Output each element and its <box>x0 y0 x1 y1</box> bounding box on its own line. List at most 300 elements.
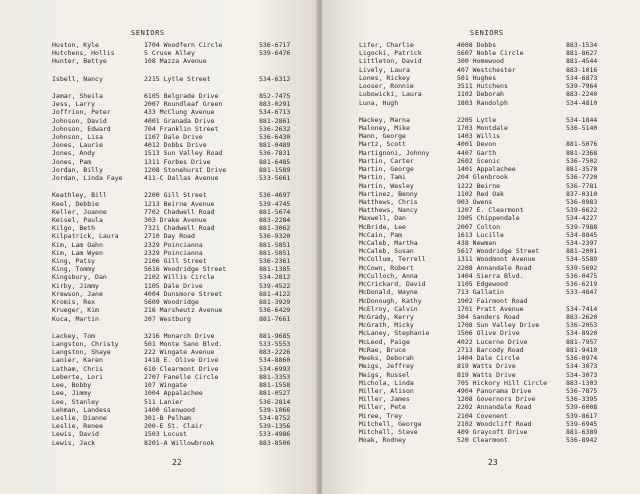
student-name: McRae, Bruce <box>359 345 406 354</box>
student-name: McGrady, Kerry <box>359 313 414 321</box>
phone-number: 881-1385 <box>259 265 291 274</box>
student-name: McDonald, Wayne <box>359 288 418 297</box>
student-name: Kim, Lam Wyen <box>52 248 103 257</box>
student-name: Lee, Jimmy <box>52 389 92 398</box>
directory-entry <box>359 173 606 181</box>
student-name: Martin, Wesley <box>359 181 414 190</box>
directory-entry <box>359 321 606 329</box>
entry-group <box>52 191 299 323</box>
student-name: Ligocki, Patrick <box>359 49 422 58</box>
phone-number: 536-4697 <box>259 191 291 200</box>
right-page <box>322 0 640 494</box>
directory-entry <box>52 406 299 414</box>
street-address: 520 Clearmont <box>457 436 508 445</box>
phone-number: 881-0489 <box>259 141 291 150</box>
directory-entry <box>359 362 606 370</box>
page-number: 23 <box>488 458 498 467</box>
student-name: Jess, Larry <box>52 100 96 109</box>
student-name: Lones, Rickey <box>359 73 410 82</box>
street-address: 409 Graycoft Drive <box>457 428 528 437</box>
street-address: 5616 Woodridge Street <box>144 265 227 274</box>
directory-entry <box>52 430 299 438</box>
street-address: 8201-A Willowbrook <box>144 438 215 447</box>
phone-number: 881-9685 <box>259 331 291 340</box>
phone-number: 881-1589 <box>259 165 291 174</box>
street-address: 1803 Randolph <box>457 98 508 107</box>
directory-entry <box>359 41 606 49</box>
phone-number: 536-6717 <box>259 41 291 49</box>
street-address: 5 Cruse Alley <box>144 49 195 58</box>
phone-number: 881-3353 <box>259 372 291 381</box>
student-name: Jordan, Linda Faye <box>52 174 123 183</box>
student-name: Meigs, Russel <box>359 370 410 379</box>
student-name: McCrickard, David <box>359 280 426 289</box>
street-address: 304 Sanders Road <box>457 313 520 321</box>
phone-number: 539-4745 <box>259 199 291 208</box>
student-name: Lewis, Jack <box>52 438 96 447</box>
phone-number: 534-2397 <box>566 239 598 248</box>
directory-entry <box>359 329 606 337</box>
street-address: 2200 Gill Street <box>144 191 207 200</box>
phone-number: 881-7957 <box>566 337 598 346</box>
student-name: Langston, Shaye <box>52 348 111 357</box>
street-address: 4001 Devon <box>457 140 497 149</box>
street-address: 2205 Lytle <box>457 115 497 124</box>
street-address: 713 Gallatin <box>457 288 504 297</box>
phone-number: 534-1844 <box>566 115 598 124</box>
student-name: Matthews, Nancy <box>359 206 418 215</box>
street-address: 2329 Poincianna <box>144 240 203 249</box>
directory-entry <box>359 338 606 346</box>
phone-number: 883-8506 <box>259 438 291 447</box>
street-address: 501 Hughes <box>457 73 497 82</box>
phone-number: 536-2361 <box>259 257 291 266</box>
phone-number: 536-2632 <box>259 124 291 133</box>
phone-number: 881-4544 <box>566 57 598 66</box>
student-name: Moak, Rodney <box>359 436 406 445</box>
student-name: McCollum, Terrell <box>359 255 426 264</box>
phone-number: 883-0291 <box>259 100 291 109</box>
student-name: Huston, Kyle <box>52 41 99 49</box>
directory-entry <box>52 100 299 108</box>
phone-number: 536-6429 <box>259 306 291 315</box>
phone-number: 539-1356 <box>259 422 291 431</box>
street-address: 4904 Panorama Drive <box>457 386 532 395</box>
student-name: Jamar, Sheila <box>52 91 103 100</box>
street-address: 511 Lanier <box>144 397 184 406</box>
directory-entry <box>359 99 606 107</box>
directory-entry <box>359 116 606 124</box>
street-address: 4012 Dobbs Drive <box>144 141 207 150</box>
phone-number: 539-7988 <box>566 222 598 231</box>
directory-listing <box>52 41 299 456</box>
street-address: 501 Monte Sano Blvd. <box>144 340 223 348</box>
phone-number: 536-9320 <box>259 232 291 241</box>
student-name: King, Patsy <box>52 257 96 266</box>
street-address: 2329 Poincianna <box>144 248 203 257</box>
street-address: 1105 Dale Drive <box>144 281 203 290</box>
street-address: 108 Mazza Avenue <box>144 57 207 66</box>
street-address: 1418 E. Olive Drive <box>144 356 219 365</box>
street-address: 5609 Woodridge <box>144 298 199 307</box>
phone-number: 533-5661 <box>259 174 291 183</box>
street-address: 411-C Dallas Avenue <box>144 174 219 183</box>
directory-entry <box>52 208 299 216</box>
student-name: Kilgo, Beth <box>52 224 96 233</box>
phone-number: 534-5589 <box>566 255 598 264</box>
street-address: 5617 Woodridge Street <box>457 247 540 256</box>
directory-entry <box>359 149 606 157</box>
directory-entry <box>359 66 606 74</box>
directory-entry <box>52 232 299 240</box>
student-name: Keathley, Bill <box>52 191 107 200</box>
street-address: 4004 Dunsmore Street <box>144 289 223 298</box>
street-address: 2215 Lytle Street <box>144 74 211 83</box>
student-name: Maxwell, Dan <box>359 214 406 223</box>
phone-number: 881-3929 <box>259 298 291 307</box>
street-address: 107 Wingate <box>144 381 188 390</box>
phone-number: 883-1534 <box>566 41 598 49</box>
directory-entry <box>52 332 299 340</box>
directory-entry <box>359 231 606 239</box>
phone-number: 881-5076 <box>566 140 598 149</box>
street-address: 1107 Dale Drive <box>144 132 203 141</box>
phone-number: 536-7781 <box>566 181 598 190</box>
directory-entry <box>359 165 606 173</box>
phone-number: 534-6993 <box>259 364 291 373</box>
phone-number: 534-6873 <box>566 73 598 82</box>
street-address: 2106 Gill Street <box>144 257 207 266</box>
student-name: Keisel, Paula <box>52 215 103 224</box>
directory-entry <box>359 264 606 272</box>
directory-entry <box>52 57 299 65</box>
phone-number: 881-8627 <box>566 49 598 58</box>
page-heading: SENIORS <box>470 29 504 37</box>
directory-entry <box>359 124 606 132</box>
directory-entry <box>359 132 606 140</box>
student-name: Lanier, Karen <box>52 356 103 365</box>
phone-number: 881-2001 <box>566 247 598 256</box>
student-name: Littleton, David <box>359 57 422 66</box>
student-name: Jordan, Billy <box>52 165 103 174</box>
student-name: King, Tommy <box>52 265 96 274</box>
street-address: 1703 Montdale <box>457 123 508 132</box>
directory-entry <box>52 398 299 406</box>
student-name: Kilpatrick, Laura <box>52 232 119 241</box>
phone-number: 883-1016 <box>566 65 598 74</box>
phone-number: 539-6476 <box>259 49 291 58</box>
directory-entry <box>359 90 606 98</box>
street-address: 1905 Chippendale <box>457 214 520 223</box>
student-name: Meeks, Deborah <box>359 354 414 363</box>
street-address: 3511 Hutchens <box>457 82 508 91</box>
phone-number: 837-0310 <box>566 189 598 198</box>
directory-entry <box>52 41 299 49</box>
directory-entry <box>52 265 299 273</box>
student-name: Maloney, Mike <box>359 123 410 132</box>
directory-entry <box>359 214 606 222</box>
phone-number: 881-0527 <box>259 389 291 398</box>
directory-entry <box>359 49 606 57</box>
street-address: 1311 Woodmont Avenue <box>457 255 536 264</box>
page-number: 22 <box>172 458 182 467</box>
student-name: Latham, Chris <box>52 364 103 373</box>
directory-entry <box>359 255 606 263</box>
student-name: McLaney, Stephanie <box>359 329 430 338</box>
directory-entry <box>359 288 606 296</box>
directory-entry <box>359 247 606 255</box>
directory-entry <box>52 340 299 348</box>
student-name: Looser, Ronnie <box>359 82 414 91</box>
directory-entry <box>359 57 606 65</box>
student-name: Martignoni, Johnny <box>359 148 430 157</box>
student-name: Keller, Joanne <box>52 207 107 216</box>
phone-number: 881-3578 <box>566 165 598 174</box>
directory-entry <box>52 381 299 389</box>
directory-entry <box>359 436 606 444</box>
student-name: Martz, Scott <box>359 140 406 149</box>
directory-entry <box>359 379 606 387</box>
street-address: 1105 Edgewood <box>457 280 508 289</box>
phone-number: 534-8860 <box>259 356 291 365</box>
phone-number: 539-1066 <box>259 405 291 414</box>
street-address: 1403 Willis <box>457 132 501 141</box>
student-name: McGrath, Micky <box>359 321 414 330</box>
street-address: 1208 Stonehurst Drive <box>144 165 227 174</box>
student-name: Lively, Laura <box>359 65 410 74</box>
street-address: 2710 Day Road <box>144 232 195 241</box>
phone-number: 536-3395 <box>566 395 598 404</box>
street-address: 1401 Appalachee <box>457 165 516 174</box>
street-address: 5607 Noble Circle <box>457 49 524 58</box>
phone-number: 533-5553 <box>259 340 291 348</box>
phone-number: 534-6713 <box>259 108 291 117</box>
student-name: Krewson, Jane <box>52 289 103 298</box>
phone-number: 881-3062 <box>259 224 291 233</box>
phone-number: 881-7661 <box>259 314 291 323</box>
student-name: McCaleb, Martha <box>359 239 418 248</box>
student-name: Martin, George <box>359 165 414 174</box>
student-name: Jones, Laurie <box>52 141 103 150</box>
student-name: Kim, Lam Oahn <box>52 240 103 249</box>
page-heading: SENIORS <box>131 29 165 37</box>
student-name: McCown, Robert <box>359 263 414 272</box>
phone-number: 852-7475 <box>259 91 291 100</box>
directory-entry <box>52 174 299 182</box>
street-address: 704 Franklin Street <box>144 124 219 133</box>
street-address: 6105 Belgrade Drive <box>144 91 219 100</box>
phone-number: 881-5851 <box>259 248 291 257</box>
street-address: 1513 Sun Valley Road <box>144 149 223 158</box>
street-address: 1004 Appalachee <box>144 389 203 398</box>
directory-entry <box>52 191 299 199</box>
street-address: 433 McClung Avenue <box>144 108 215 117</box>
directory-entry <box>359 157 606 165</box>
street-address: 819 Watts Drive <box>457 370 516 379</box>
student-name: Keel, Debbie <box>52 199 99 208</box>
directory-entry <box>359 190 606 198</box>
phone-number: 881-5674 <box>259 207 291 216</box>
phone-number: 534-8920 <box>566 329 598 338</box>
student-name: Isbell, Nancy <box>52 74 103 83</box>
street-address: 610 Clearmont Drive <box>144 364 219 373</box>
entry-group <box>359 41 606 107</box>
directory-entry <box>359 140 606 148</box>
street-address: 1503 Locust <box>144 430 188 439</box>
directory-entry <box>359 198 606 206</box>
directory-entry <box>52 257 299 265</box>
phone-number: 883-2284 <box>259 215 291 224</box>
phone-number: 539-4522 <box>259 281 291 290</box>
directory-entry <box>52 92 299 100</box>
entry-group <box>359 116 606 445</box>
street-address: 301-B Pelham <box>144 413 191 422</box>
student-name: McCulloch, Anna <box>359 271 418 280</box>
phone-number: 534-2812 <box>259 273 291 282</box>
phone-number: 534-4227 <box>566 214 598 223</box>
street-address: 903 Owens <box>457 197 493 206</box>
street-address: 1404 Dale Circle <box>457 354 520 363</box>
street-address: 2202 Annandale Road <box>457 403 532 412</box>
phone-number: 536-7875 <box>566 386 598 395</box>
student-name: Matthews, Chris <box>359 197 418 206</box>
street-address: 2007 Colton <box>457 222 501 231</box>
phone-number: 536-2814 <box>259 397 291 406</box>
street-address: 819 Watts Drive <box>457 362 516 371</box>
student-name: Mitchell, George <box>359 419 422 428</box>
phone-number: 883-2240 <box>566 90 598 99</box>
student-name: Lubowicki, Laura <box>359 90 422 99</box>
directory-entry <box>359 412 606 420</box>
directory-entry <box>359 313 606 321</box>
directory-entry <box>359 206 606 214</box>
student-name: Meigs, Jeffrey <box>359 362 414 371</box>
directory-entry <box>52 365 299 373</box>
street-address: 1222 Beirne <box>457 181 501 190</box>
directory-entry <box>52 356 299 364</box>
student-name: Lewis, David <box>52 430 99 439</box>
student-name: Luna, Hugh <box>359 98 399 107</box>
directory-entry <box>52 149 299 157</box>
phone-number: 534-3073 <box>566 362 598 371</box>
phone-number: 539-6622 <box>566 206 598 215</box>
street-address: 207 Westburg <box>144 314 191 323</box>
phone-number: 534-7414 <box>566 304 598 313</box>
street-address: 1506 Olive Drive <box>457 329 520 338</box>
student-name: Kingsbury, Dan <box>52 273 107 282</box>
directory-entry <box>359 182 606 190</box>
entry-group <box>52 92 299 182</box>
student-name: Hunter, Bettye <box>52 57 107 66</box>
phone-number: 881-9410 <box>566 345 598 354</box>
street-address: 1207 E. Clearmont <box>457 206 524 215</box>
student-name: Langston, Christy <box>52 340 119 348</box>
phone-number: 536-6430 <box>259 132 291 141</box>
student-name: Johnson, Edward <box>52 124 111 133</box>
student-name: Miller, Alison <box>359 386 414 395</box>
phone-number: 534-8845 <box>566 230 598 239</box>
entry-group <box>52 41 299 66</box>
student-name: Mann, George <box>359 132 406 141</box>
student-name: Mitchell, Steve <box>359 428 418 437</box>
street-address: 2102 Woodcliff Road <box>457 419 532 428</box>
directory-entry <box>52 117 299 125</box>
directory-entry <box>359 403 606 411</box>
street-address: 2208 Annandale Road <box>457 263 532 272</box>
phone-number: 881-5851 <box>259 240 291 249</box>
directory-entry <box>52 273 299 281</box>
phone-number: 539-6945 <box>566 419 598 428</box>
directory-listing <box>359 41 606 454</box>
phone-number: 536-5140 <box>566 123 598 132</box>
street-address: 705 Hickory Hill Circle <box>457 378 548 387</box>
directory-entry <box>52 439 299 447</box>
street-address: 1704 Woodfern Circle <box>144 41 223 49</box>
directory-entry <box>52 249 299 257</box>
student-name: Hutchens, Hollis <box>52 49 115 58</box>
street-address: 4008 Dobbs <box>457 41 497 49</box>
street-address: 1708 Sun Valley Drive <box>457 321 540 330</box>
street-address: 1102 Deborah <box>457 90 504 99</box>
directory-entry <box>52 373 299 381</box>
directory-entry <box>359 280 606 288</box>
directory-entry <box>52 224 299 232</box>
student-name: Jones, Pam <box>52 157 92 166</box>
street-address: 1902 Fairmont Road <box>457 296 528 305</box>
phone-number <box>566 132 606 140</box>
directory-entry <box>359 428 606 436</box>
street-address: 1404 Sierra Blvd. <box>457 271 524 280</box>
phone-number: 536-8942 <box>566 436 598 445</box>
directory-entry <box>52 108 299 116</box>
student-name: Leslie, Dianne <box>52 413 107 422</box>
directory-entry <box>52 216 299 224</box>
directory-entry <box>52 298 299 306</box>
phone-number: 539-7964 <box>566 82 598 91</box>
phone-number: 539-8617 <box>566 411 598 420</box>
phone-number <box>566 297 606 305</box>
directory-entry <box>359 239 606 247</box>
street-address: 2102 Willis Circle <box>144 273 215 282</box>
student-name: Kuca, Martin <box>52 314 99 323</box>
street-address: 1400 Glenwood <box>144 405 195 414</box>
street-address: 303 Drake Avenue <box>144 215 207 224</box>
directory-entry <box>359 297 606 305</box>
directory-entry <box>52 141 299 149</box>
phone-number: 883-2620 <box>566 313 598 321</box>
phone-number: 533-4986 <box>259 430 291 439</box>
phone-number: 533-4847 <box>566 288 598 297</box>
student-name: McDonough, Kathy <box>359 296 422 305</box>
street-address: 2713 Barcody Road <box>457 345 524 354</box>
student-name: Miller, Pete <box>359 403 406 412</box>
phone-number: 536-0974 <box>566 354 598 363</box>
phone-number: 534-3073 <box>566 370 598 379</box>
street-address: 4407 Garth <box>457 148 497 157</box>
street-address: 1701 Pratt Avenue <box>457 304 524 313</box>
directory-entry <box>359 74 606 82</box>
entry-group <box>52 332 299 447</box>
phone-number: 883-2226 <box>259 348 291 357</box>
directory-entry <box>52 166 299 174</box>
student-name: Martinez, Benny <box>359 189 418 198</box>
phone-number: 536-0983 <box>566 197 598 206</box>
street-address: 300 Homewood <box>457 57 504 66</box>
phone-number: 536-6219 <box>566 280 598 289</box>
student-name: Miller, James <box>359 395 410 404</box>
directory-entry <box>52 125 299 133</box>
directory-entry <box>359 223 606 231</box>
